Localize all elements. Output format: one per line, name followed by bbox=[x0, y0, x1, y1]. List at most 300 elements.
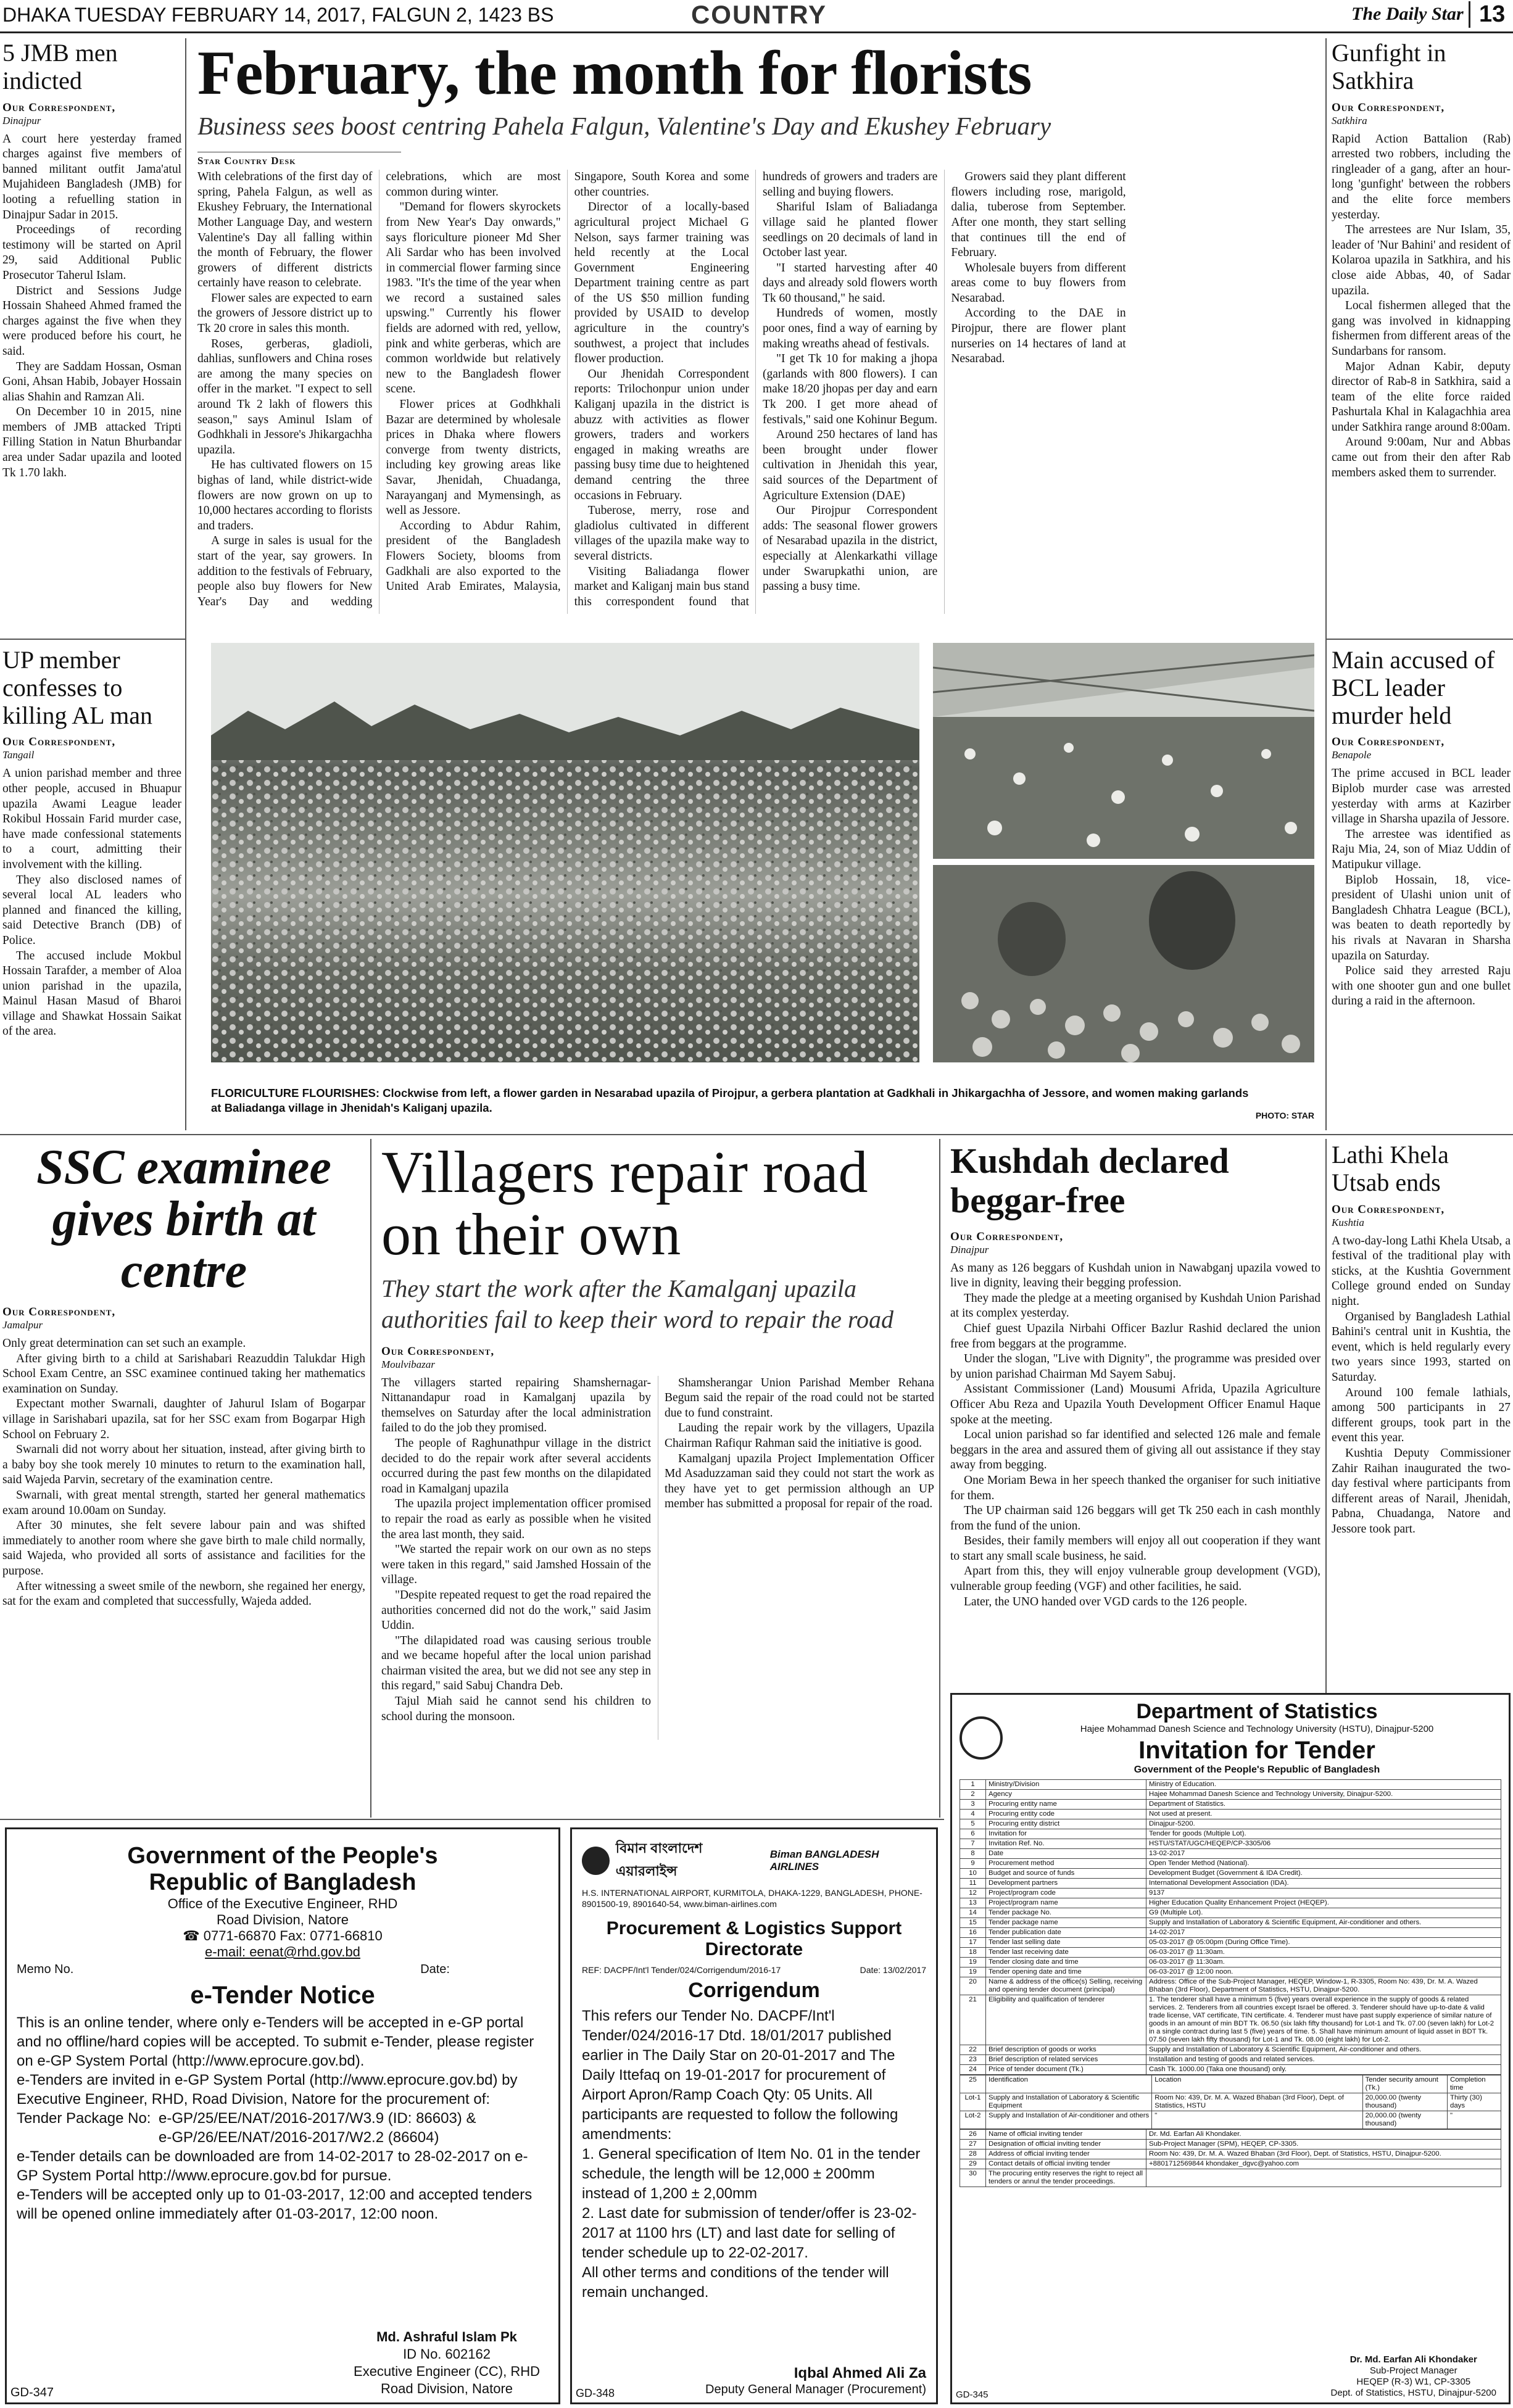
section-rule bbox=[0, 639, 185, 640]
ref-number: REF: DACPF/Int'l Tender/024/Corrigendum/2016-17 bbox=[582, 1965, 781, 1975]
table-cell: Cash Tk. 1000.00 (Taka one thousand) only. bbox=[1146, 2065, 1501, 2075]
paragraph: The upazila project implementation officer promised to repair the road as early as possible when he visited the area last month, they said. bbox=[381, 1497, 651, 1541]
ad-statistics-tender bbox=[950, 1693, 1511, 2404]
package-item: e-GP/26/EE/NAT/2016-2017/W2.2 (86604) bbox=[159, 2129, 439, 2146]
table-cell: Eligibility and qualification of tenderer bbox=[986, 1995, 1146, 2045]
table-cell: Ministry of Education. bbox=[1146, 1780, 1501, 1790]
paragraph: A union parishad member and three other people, accused in Bhuapur upazila Awami League leader Rokibul Hossain Farid murder case, have made confessional statements to a court, admitting their involvement with the killing. bbox=[2, 767, 181, 871]
photo-credit: PHOTO: STAR bbox=[1255, 1111, 1314, 1120]
article-road bbox=[381, 1141, 934, 1814]
table-row bbox=[960, 2169, 1501, 2187]
table-cell: 11 bbox=[960, 1879, 986, 1889]
article-bcl bbox=[1332, 647, 1511, 1131]
paragraph: After 30 minutes, she felt severe labour pain and was shifted immediately to another room where she gave birth to male child normally, said Wajeda, who provided all sorts of assistance and facilities for the purpose. bbox=[2, 1519, 365, 1578]
signatory-name: Md. Ashraful Islam Pk bbox=[376, 2329, 517, 2344]
table-cell: " bbox=[1152, 2111, 1362, 2129]
table-row bbox=[960, 1908, 1501, 1918]
ad-title: Procurement & Logistics Support bbox=[606, 1918, 902, 1938]
byline: Our Correspondent, bbox=[2, 1305, 116, 1318]
ad-paragraph: e-Tender details can be downloaded are from 14-02-2017 to 28-02-2017 on e-GP System Portal http://www.eprocure.gov.bd for pursue. bbox=[17, 2148, 528, 2184]
table-cell: Name & address of the office(s) Selling, receiving and opening tender document (principal) bbox=[986, 1977, 1146, 1995]
table-cell: Date bbox=[986, 1849, 1146, 1859]
table-cell: Procuring entity name bbox=[986, 1800, 1146, 1810]
ref-date: Date: 13/02/2017 bbox=[860, 1965, 926, 1975]
article-body bbox=[950, 1261, 1320, 1610]
table-row bbox=[960, 1967, 1501, 1977]
ad-body bbox=[17, 2013, 549, 2224]
byline: Star Country Desk bbox=[197, 152, 401, 167]
table-cell: G9 (Multiple Lot). bbox=[1146, 1908, 1501, 1918]
table-cell: 10 bbox=[960, 1869, 986, 1879]
table-cell: Address: Office of the Sub-Project Manager, HEQEP, Window-1, R-3305, Room No: 439, Dr. M. A. Wazed Bhaban (3rd Floor), Department of Statistics, HSTU, Dinajpur-5200. bbox=[1146, 1977, 1501, 1995]
table-row bbox=[960, 2075, 1501, 2093]
table-row bbox=[960, 1819, 1501, 1829]
table-cell: Supply and Installation of Air-conditioner and others bbox=[986, 2111, 1152, 2129]
ad-paragraph: e-Tenders will be accepted only up to 01-03-2017, 12:00 and accepted tenders will be opened online immediately after 01-03-2017, 12:00 noon. bbox=[17, 2187, 533, 2222]
signatory-name: Iqbal Ahmed Ali Za bbox=[794, 2365, 926, 2381]
ad-office: Office of the Executive Engineer, RHD bbox=[167, 1896, 398, 1911]
paragraph: One Moriam Bewa in her speech thanked the organiser for such initiative for them. bbox=[950, 1473, 1320, 1502]
table-cell: 19 bbox=[960, 1958, 986, 1967]
table-cell: 30 bbox=[960, 2169, 986, 2187]
table-row bbox=[960, 1800, 1501, 1810]
table-cell: Development partners bbox=[986, 1879, 1146, 1889]
table-cell: 9137 bbox=[1146, 1889, 1501, 1898]
table-row bbox=[960, 1938, 1501, 1948]
table-row bbox=[960, 1810, 1501, 1819]
paragraph: The villagers started repairing Shamshernagar-Nittanandapur road in Kamalganj upazila by themselves on Saturday after the local administration failed to do the job they promised. bbox=[381, 1376, 651, 1435]
dateline: Benapole bbox=[1332, 749, 1372, 761]
column-rule bbox=[939, 1139, 940, 1818]
table-cell: 21 bbox=[960, 1995, 986, 2045]
signatory-post: Deputy General Manager (Procurement) bbox=[705, 2383, 926, 2396]
logo-english: Biman BANGLADESH AIRLINES bbox=[769, 1848, 879, 1872]
paragraph: Assistant Commissioner (Land) Mousumi Afrida, Upazila Agriculture Officer Abu Reza and Upazila Youth Development Officer Enamul Haque spoke at the meeting. bbox=[950, 1383, 1320, 1426]
byline: Our Correspondent, bbox=[1332, 101, 1445, 114]
table-row bbox=[960, 1869, 1501, 1879]
dateline: Tangail bbox=[2, 749, 35, 761]
table-cell: Price of tender document (Tk.) bbox=[986, 2065, 1146, 2075]
ad-signature bbox=[354, 2328, 540, 2398]
paragraph: Around 250 hectares of land has been brought under flower cultivation in Jhenidah this year, said sources of the Department of Agriculture Extension (DAE) bbox=[762, 428, 938, 502]
dateline: Satkhira bbox=[1332, 114, 1367, 126]
table-row bbox=[960, 1849, 1501, 1859]
paragraph: Major Adnan Kabir, deputy director of Rab-8 in Satkhira, said a team of the elite force raided Pashurtala Khal in Kalagachhia area under Satkhira range around 8:00am. bbox=[1332, 360, 1511, 434]
table-row bbox=[960, 1780, 1501, 1790]
article-body bbox=[2, 132, 181, 481]
byline: Our Correspondent, bbox=[2, 101, 116, 114]
paragraph: Shariful Islam of Baliadanga village said he planted flower seedlings on 20 decimals of land in October last year. bbox=[762, 201, 938, 260]
table-cell: Location bbox=[1152, 2075, 1362, 2093]
table-cell: Department of Statistics. bbox=[1146, 1800, 1501, 1810]
paragraph: Director of a locally-based agricultural project Michael G Nelson, says farmer training was held recently at the Local Government Engineering Department training centre as part of the US $50 million funding provided by USAID to develop agriculture in the country's southwest, a project that includes flower production. bbox=[574, 201, 749, 366]
table-cell: Invitation for bbox=[986, 1829, 1146, 1839]
paragraph: Kushtia Deputy Commissioner Zahir Raihan inaugurated the two-day festival where participants from different areas of Narail, Jhenidah, Pabna, Chuadanga, Natore and Jessore took part. bbox=[1332, 1446, 1511, 1536]
paragraph: Swarnali, with great mental strength, started her general mathematics exam around 10.00am on Sunday. bbox=[2, 1488, 365, 1517]
table-cell: Supply and Installation of Laboratory & Scientific Equipment, Air-conditioner and others. bbox=[1146, 2045, 1501, 2055]
headline: Gunfight in Satkhira bbox=[1332, 39, 1446, 94]
table-cell: 8 bbox=[960, 1849, 986, 1859]
paragraph: Biplob Hossain, 18, vice-president of Ulashi union unit of Bangladesh Chhatra League (BCL), was beaten to death reportedly by his rivals at Navaran in Sharsha upazila on Saturday. bbox=[1332, 873, 1511, 962]
table-cell: Dinajpur-5200. bbox=[1146, 1819, 1501, 1829]
paragraph: Our Pirojpur Correspondent adds: The seasonal flower growers of Nesarabad upazila in the district, especially at Alenkarkathi village under Swarupkathi union, are passing a busy time. bbox=[762, 504, 938, 594]
paragraph: Flower prices at Godhkhali Bazar are determined by wholesale prices in Dhaka where flowers converge from twenty districts, including key growing areas like Savar, Jhenidah, Chuadanga, Narayanganj and Mymensingh, as well as Jessore. bbox=[386, 398, 561, 518]
table-cell: HSTU/STAT/UGC/HEQEP/CP-3305/06 bbox=[1146, 1839, 1501, 1849]
package-row bbox=[17, 2109, 549, 2147]
paragraph: The UP chairman said 126 beggars will get Tk 250 each in cash monthly from the fund of the union. bbox=[950, 1504, 1320, 1533]
paragraph: Kamalganj upazila Project Implementation Officer Md Asaduzzaman said they could not start the work as they have yet to get permission although an UP member has submitted a proposal for repair of the road. bbox=[665, 1452, 934, 1511]
table-cell: Procuring entity district bbox=[986, 1819, 1146, 1829]
tender-contact-table bbox=[960, 2129, 1501, 2187]
signatory-id: ID No. 602162 bbox=[403, 2346, 491, 2362]
section-rule bbox=[1327, 639, 1513, 640]
table-cell: Project/program code bbox=[986, 1889, 1146, 1898]
package-list bbox=[159, 2109, 476, 2147]
ad-paragraph: 1. General specification of Item No. 01 in the tender schedule, the length will be 12,000 ± 200mm instead of 1,200 ± 2,00mm bbox=[582, 2146, 921, 2202]
table-cell: Installation and testing of goods and related services. bbox=[1146, 2055, 1501, 2065]
table-row bbox=[960, 1958, 1501, 1967]
table-cell: Tender last selling date bbox=[986, 1938, 1146, 1948]
paragraph: As many as 126 beggars of Kushdah union in Nawabganj upazila vowed to live in dignity, leaving their begging profession. bbox=[950, 1261, 1320, 1290]
paragraph: "I started harvesting after 40 days and already sold flowers worth Tk 60 thousand," he said. bbox=[762, 261, 938, 305]
article-body bbox=[2, 1336, 365, 1610]
table-cell: International Development Association (IDA). bbox=[1146, 1879, 1501, 1889]
ref-row bbox=[582, 1965, 926, 1975]
paragraph: They made the pledge at a meeting organised by Kushdah Union Parishad at its complex yesterday. bbox=[950, 1291, 1320, 1320]
table-row bbox=[960, 2093, 1501, 2111]
headline: February, the month for florists bbox=[197, 38, 1032, 108]
notice-title: e-Tender Notice bbox=[190, 1982, 375, 2009]
table-cell: 13 bbox=[960, 1898, 986, 1908]
paragraph: Tuberose, merry, rose and gladiolus cultivated in different villages of the upazila make way to several districts. bbox=[574, 504, 749, 563]
masthead bbox=[0, 0, 1513, 33]
table-cell: Agency bbox=[986, 1790, 1146, 1800]
table-row bbox=[960, 1948, 1501, 1958]
article-up-member bbox=[2, 647, 181, 1131]
table-row bbox=[960, 2140, 1501, 2149]
table-row bbox=[960, 1898, 1501, 1908]
table-cell: 20,000.00 (twenty thousand) bbox=[1362, 2111, 1447, 2129]
university-name: Hajee Mohammad Danesh Science and Technology University (HSTU), Dinajpur-5200 bbox=[1080, 1724, 1434, 1734]
column-rule bbox=[1325, 1139, 1327, 1694]
table-cell: 5 bbox=[960, 1819, 986, 1829]
paragraph: District and Sessions Judge Hossain Shaheed Ahmed framed the charges against the five when they were produced before his court, he said. bbox=[2, 284, 181, 358]
stat-header bbox=[960, 1700, 1501, 1776]
table-cell: Dr. Md. Earfan Ali Khondaker. bbox=[1146, 2130, 1501, 2140]
headline: 5 JMB men indicted bbox=[2, 39, 118, 94]
ad-title: Department of Statistics bbox=[1136, 1700, 1378, 1723]
table-cell: 16 bbox=[960, 1928, 986, 1938]
byline: Our Correspondent, bbox=[2, 735, 116, 749]
table-cell: 26 bbox=[960, 2130, 986, 2140]
table-cell bbox=[1146, 2169, 1501, 2187]
table-cell: 14-02-2017 bbox=[1146, 1928, 1501, 1938]
table-cell: Name of official inviting tender bbox=[986, 2130, 1146, 2140]
dateline: Kushtia bbox=[1332, 1216, 1364, 1228]
masthead-date: DHAKA TUESDAY FEBRUARY 14, 2017, FALGUN 2, 1423 BS bbox=[2, 4, 554, 26]
table-cell: The procuring entity reserves the right to reject all tenders or annul the tender proceedings. bbox=[986, 2169, 1146, 2187]
paragraph: Organised by Bangladesh Lathial Bahini's central unit in Kushtia, the event, which is held regularly every two years since 1993, started on Saturday. bbox=[1332, 1310, 1511, 1384]
paragraph: "Despite repeated request to get the road repaired the authorities concerned did not do the work," said Jasim Uddin. bbox=[381, 1588, 651, 1632]
table-cell: Tender closing date and time bbox=[986, 1958, 1146, 1967]
page-number: 13 bbox=[1469, 1, 1505, 28]
table-row bbox=[960, 1918, 1501, 1928]
table-cell: Tender publication date bbox=[986, 1928, 1146, 1938]
paragraph: The people of Raghunathpur village in the district decided to do the repair work after several accidents occurred during the past few months on the dilapidated road in Kamalganj upazila bbox=[381, 1436, 651, 1496]
ad-title: Republic of Bangladesh bbox=[149, 1869, 417, 1895]
paragraph: Hundreds of women, mostly poor ones, find a way of earning by making wreaths ahead of festivals. bbox=[762, 307, 938, 350]
ad-body bbox=[582, 2006, 926, 2302]
table-cell: Tender package No. bbox=[986, 1908, 1146, 1918]
table-cell: 15 bbox=[960, 1918, 986, 1928]
ad-paragraph: e-Tenders are invited in e-GP System Portal (http://www.eprocure.gov.bd) by Executive Engineer, RHD, Road Division, Natore for the procurement of: bbox=[17, 2072, 518, 2108]
biman-logo bbox=[582, 1838, 926, 1884]
signatory-project: HEQEP (R-3) W1, CP-3305 bbox=[1356, 2377, 1471, 2387]
paragraph: Expectant mother Swarnali, daughter of Jahurul Islam of Bogarpar village in Sarishabari upazila, sat for her SSC exam from Bogarpar High School on February 2. bbox=[2, 1397, 365, 1441]
table-cell: " bbox=[1448, 2111, 1501, 2129]
caption-text: FLORICULTURE FLOURISHES: Clockwise from left, a flower garden in Nesarabad upazila of Pirojpur, a gerbera plantation at Gadkhali in Jhikargachha of Jessore, and women making garlands at Baliadanga village in Jhenidah's Kaliganj upazila. bbox=[211, 1086, 1249, 1114]
ad-paragraph: This refers our Tender No. DACPF/Int'l Tender/024/2016-17 Dtd. 18/01/2017 published earlier in The Daily Star on 20-01-2017 and The Daily Ittefaq on 19-01-2017 for procurement of Airport Apron/Ramp Coach Qty: 05 Units. All participants are requested to follow the following amendments: bbox=[582, 2008, 898, 2143]
section-rule bbox=[0, 1134, 1513, 1135]
article-jmb bbox=[2, 39, 181, 635]
section-name: COUNTRY bbox=[690, 0, 827, 29]
column-rule bbox=[185, 38, 186, 1130]
table-row bbox=[960, 1995, 1501, 2045]
paragraph: The arrestees are Nur Islam, 35, leader of 'Nur Bahini' and resident of Kolaroa upazila in Satkhira, and his close aide Abbas, 40, of Sadar upazila. bbox=[1332, 223, 1511, 297]
table-cell: 06-03-2017 @ 11:30am. bbox=[1146, 1958, 1501, 1967]
photo-gerbera-plantation bbox=[933, 643, 1314, 859]
table-cell: Tender security amount (Tk.) bbox=[1362, 2075, 1447, 2093]
table-cell: Room No: 439, Dr. M. A. Wazed Bhaban (3rd Floor), Dept. of Statistics, HSTU, Dinajpur-5200. bbox=[1146, 2149, 1501, 2159]
table-cell: 17 bbox=[960, 1938, 986, 1948]
table-cell: Lot-1 bbox=[960, 2093, 986, 2111]
table-row bbox=[960, 1839, 1501, 1849]
table-row bbox=[960, 1829, 1501, 1839]
paragraph: "The dilapidated road was causing serious trouble and we became hopeful after the local union parishad chairman visited the area, but we did not see any step in this regard," said Sabuj Chandra Deb. bbox=[381, 1634, 651, 1693]
paragraph: According to Abdur Rahim, president of the Bangladesh Flowers Society, blooms from Gadkhali are also exported to the United Arab Emirates, Malaysia, Singapore, South Korea and some other countries. bbox=[386, 170, 749, 594]
table-cell: Designation of official inviting tender bbox=[986, 2140, 1146, 2149]
table-cell: Thirty (30) days bbox=[1448, 2093, 1501, 2111]
table-cell: Tender package name bbox=[986, 1918, 1146, 1928]
headline: Villagers repair road on their own bbox=[381, 1141, 868, 1267]
table-row bbox=[960, 2045, 1501, 2055]
ad-paragraph: All other terms and conditions of the tender will remain unchanged. bbox=[582, 2264, 889, 2301]
table-cell: 4 bbox=[960, 1810, 986, 1819]
paragraph: Shamsherangar Union Parishad Member Rehana Begum said the repair of the road could not be started due to fund constraint. bbox=[665, 1376, 934, 1420]
table-row bbox=[960, 1790, 1501, 1800]
table-cell: Identification bbox=[986, 2075, 1152, 2093]
paragraph: "We started the repair work on our own as no steps were taken in this regard," said Jamshed Hossain of the village. bbox=[381, 1543, 651, 1587]
table-cell: Invitation Ref. No. bbox=[986, 1839, 1146, 1849]
paragraph: Local union parishad so far identified and selected 126 male and female beggars in the area and assured them of giving all out assistance if they stay away from begging. bbox=[950, 1428, 1320, 1472]
subhead: They start the work after the Kamalganj upazila authorities fail to keep their word to repair the road bbox=[381, 1274, 893, 1333]
ad-paragraph: 2. Last date for submission of tender/offer is 23-02-2017 at 1100 hrs (LT) and last date for selling of tender schedule up to 22-02-2017. bbox=[582, 2205, 917, 2261]
memo-label: Memo No. bbox=[17, 1963, 74, 1976]
table-cell: Procurement method bbox=[986, 1859, 1146, 1869]
table-cell: 06-03-2017 @ 12:00 noon. bbox=[1146, 1967, 1501, 1977]
paragraph: Swarnali did not worry about her situation, instead, after giving birth to a baby boy she took merely 10 minutes to return to the examination hall, said Wajeda Parvin, secretary of the examination centre. bbox=[2, 1443, 365, 1487]
paragraph: Our Jhenidah Correspondent reports: Trilochonpur union under Kaliganj upazila in the district is abuzz with activities as flower growers, traders and workers engaged in making wreaths are passing busy time due to heightened demand centring the three occasions in February. bbox=[574, 367, 749, 502]
photo-caption bbox=[211, 1086, 1260, 1120]
paragraph: Lauding the repair work by the villagers, Upazila Chairman Rafiqur Rahman said the initiative is good. bbox=[665, 1421, 934, 1450]
article-body bbox=[381, 1376, 934, 1740]
paragraph: Wholesale buyers from different areas come to buy flowers from Nesarabad. bbox=[951, 261, 1126, 305]
byline: Our Correspondent, bbox=[1332, 735, 1445, 749]
table-cell: 14 bbox=[960, 1908, 986, 1918]
table-cell: 13-02-2017 bbox=[1146, 1849, 1501, 1859]
article-body bbox=[197, 170, 1314, 614]
table-row bbox=[960, 1977, 1501, 1995]
table-cell: 06-03-2017 @ 11:30am. bbox=[1146, 1948, 1501, 1958]
paragraph: They also disclosed names of several local AL leaders who planned and financed the killing, said Detective Branch (DB) of Police. bbox=[2, 873, 181, 947]
gd-number: GD-347 bbox=[10, 2386, 54, 2399]
paragraph: Apart from this, they will enjoy vulnerable group development (VGD), vulnerable group feeding (VGF) and other facilities, he said. bbox=[950, 1565, 1320, 1594]
table-cell: Hajee Mohammad Danesh Science and Technology University, Dinajpur-5200. bbox=[1146, 1790, 1501, 1800]
paragraph: Chief guest Upazila Nirbahi Officer Bazlur Rashid declared the union free from beggars at the programme. bbox=[950, 1322, 1320, 1351]
article-body bbox=[1332, 132, 1511, 481]
table-cell: Development Budget (Government & IDA Credit). bbox=[1146, 1869, 1501, 1879]
paragraph: After giving birth to a child at Sarishabari Reazuddin Talukdar High School Exam Centre, an SSC examinee continued taking her mathematics examination on Sunday. bbox=[2, 1352, 365, 1396]
package-label: Tender Package No: bbox=[17, 2110, 151, 2127]
ad-phone: ☎ 0771-66870 Fax: 0771-66810 bbox=[183, 1928, 383, 1943]
table-cell: Supply and Installation of Laboratory & Scientific Equipment bbox=[986, 2093, 1152, 2111]
paragraph: Rapid Action Battalion (Rab) arrested two robbers, including the ringleader of a gang, after an hour-long 'gunfight' between the robbers and the elite force members yesterday. bbox=[1332, 132, 1511, 221]
paragraph: Around 9:00am, Nur and Abbas came out from their den after Rab members asked them to surrender. bbox=[1332, 436, 1511, 479]
article-ssc bbox=[2, 1141, 365, 1814]
paragraph: He has cultivated flowers on 15 bighas of land, while district-wide flowers are now grown on up to 10,000 hectares according to florists and traders. bbox=[197, 458, 373, 532]
table-cell: Supply and Installation of Laboratory & Scientific Equipment, Air-conditioner and others. bbox=[1146, 1918, 1501, 1928]
paragraph: A court here yesterday framed charges against five members of banned militant outfit Jama'atul Mujahideen Bangladesh (JMB) for looting a refuelling station in Dinajpur Sadar in 2015. bbox=[2, 132, 181, 221]
biman-address: H.S. INTERNATIONAL AIRPORT, KURMITOLA, DHAKA-1229, BANGLADESH, PHONE-8901500-19, 8901640-54, www.biman-airlines.com bbox=[582, 1888, 922, 1909]
paragraph: A surge in sales is usual for the start of the year, say growers. In addition to the festivals of February, people also buy flowers for New Year's Day and wedding celebrations, which are most common during winter. bbox=[197, 170, 561, 608]
article-lathi-khela bbox=[1332, 1141, 1511, 1684]
paragraph: Flower sales are expected to earn the growers of Jessore district up to Tk 20 crore in sales this month. bbox=[197, 291, 373, 336]
university-seal-icon bbox=[960, 1716, 1003, 1760]
table-cell: Procuring entity code bbox=[986, 1810, 1146, 1819]
table-cell: Brief description of related services bbox=[986, 2055, 1146, 2065]
paragraph: Proceedings of recording testimony will be started on April 29, said Additional Public Prosecutor Taherul Islam. bbox=[2, 223, 181, 282]
article-gunfight bbox=[1332, 39, 1511, 635]
paragraph: Only great determination can set such an example. bbox=[2, 1337, 246, 1350]
table-cell: Address of official inviting tender bbox=[986, 2149, 1146, 2159]
dateline: Jamalpur bbox=[2, 1319, 43, 1331]
table-cell: 12 bbox=[960, 1889, 986, 1898]
headline: Main accused of BCL leader murder held bbox=[1332, 647, 1495, 729]
paragraph: Visiting Baliadanga flower market and Kaliganj main bus stand this correspondent found that hundreds of growers and traders are selling and buying flowers. bbox=[574, 170, 938, 608]
byline: Our Correspondent, bbox=[1332, 1202, 1445, 1216]
invitation-title: Invitation for Tender bbox=[1138, 1737, 1375, 1764]
paragraph: The accused include Mokbul Hossain Tarafder, a member of Aloa union parishad in the upazila, Mainul Hasan Masud of Bharoi village and Shawkat Hossain Saikat of the area. bbox=[2, 949, 181, 1038]
table-row bbox=[960, 2130, 1501, 2140]
dateline: Moulvibazar bbox=[381, 1358, 435, 1370]
table-cell: 7 bbox=[960, 1839, 986, 1849]
paragraph: Later, the UNO handed over VGD cards to the 126 people. bbox=[964, 1595, 1248, 1608]
dateline: Dinajpur bbox=[2, 114, 41, 126]
table-row bbox=[960, 1889, 1501, 1898]
government-name: Government of the People's Republic of Bangladesh bbox=[1134, 1765, 1380, 1775]
photo-garland-makers bbox=[933, 865, 1314, 1062]
table-row bbox=[960, 2055, 1501, 2065]
date-label: Date: bbox=[420, 1963, 450, 1976]
ad-division: Road Division, Natore bbox=[217, 1912, 349, 1927]
ad-title: Directorate bbox=[705, 1939, 803, 1959]
signatory-post: Executive Engineer (CC), RHD bbox=[354, 2364, 540, 2379]
biman-bird-icon bbox=[582, 1847, 610, 1875]
table-cell: Open Tender Method (National). bbox=[1146, 1859, 1501, 1869]
table-cell: 24 bbox=[960, 2065, 986, 2075]
headline: UP member confesses to killing AL man bbox=[2, 647, 152, 729]
headline: Kushdah declared beggar-free bbox=[950, 1141, 1229, 1220]
table-cell: Sub-Project Manager (SPM), HEQEP, CP-3305. bbox=[1146, 2140, 1501, 2149]
table-cell: 1. The tenderer shall have a minimum 5 (five) years overall experience in the supply of goods & related services. 2. Tenderers from all countries except Israel be offered. 3. Tenderer should have up-to-date & valid trade license, VAT certificate, TIN certificate. 4. Tenderer must have past supply experience of similar nature of goods in an amount of min BDT Tk. 06.50 (six lakh fifty thousand) for Lot-1 and Tk. 07.00 (seven lakh) for Lot-2 in a single contract during last 5 (five) years of time. 5. Shall have minimum amount of liquid asset in BDT Tk. 07.50 (seven lakh fifty thousand) for Lot-1 and Tk. 08.00 (eight lakh) for Lot-2. bbox=[1146, 1995, 1501, 2045]
table-cell: Tender last receiving date bbox=[986, 1948, 1146, 1958]
table-cell: 23 bbox=[960, 2055, 986, 2065]
signatory-office: Road Division, Natore bbox=[381, 2381, 513, 2396]
lot-table bbox=[960, 2075, 1501, 2129]
paragraph: They are Saddam Hossan, Osman Goni, Ahsan Habib, Jobayer Hossain alias Shahin and Ramzan Ali. bbox=[2, 360, 181, 403]
table-cell: Room No: 439, Dr. M. A. Wazed Bhaban (3rd Floor), Dept. of Statistics, HSTU bbox=[1152, 2093, 1362, 2111]
table-row bbox=[960, 2111, 1501, 2129]
table-row bbox=[960, 1859, 1501, 1869]
table-cell: Ministry/Division bbox=[986, 1780, 1146, 1790]
table-cell: 20 bbox=[960, 1977, 986, 1995]
memo-row bbox=[17, 1963, 549, 1977]
signatory-post: Sub-Project Manager bbox=[1369, 2365, 1457, 2376]
section-rule bbox=[0, 1819, 944, 1820]
table-cell: +8801712569844 khondaker_dgvc@yahoo.com bbox=[1146, 2159, 1501, 2169]
table-cell: 29 bbox=[960, 2159, 986, 2169]
gd-number: GD-345 bbox=[956, 2389, 989, 2400]
table-cell: Higher Education Quality Enhancement Project (HEQEP). bbox=[1146, 1898, 1501, 1908]
ad-title: Government of the People's bbox=[127, 1843, 438, 1869]
ad-signature bbox=[1331, 2354, 1496, 2399]
table-cell: Project/program name bbox=[986, 1898, 1146, 1908]
table-row bbox=[960, 2149, 1501, 2159]
table-cell: Budget and source of funds bbox=[986, 1869, 1146, 1879]
table-row bbox=[960, 1879, 1501, 1889]
ad-paragraph: This is an online tender, where only e-Tenders will be accepted in e-GP portal and no offline/hard copies will be accepted. To submit e-Tender, please register on e-GP System Portal (http://www.eprocure.gov.bd). bbox=[17, 2014, 534, 2069]
table-cell: 25 bbox=[960, 2075, 986, 2093]
table-cell: 2 bbox=[960, 1790, 986, 1800]
table-cell: 19 bbox=[960, 1967, 986, 1977]
table-cell: Lot-2 bbox=[960, 2111, 986, 2129]
paragraph: Roses, gerberas, gladioli, dahlias, sunflowers and China roses are among the many species on offer in the market. "I expect to sell around Tk 2 lakh of flowers this season," says Aminul Islam of Godhkhali in Jessore's Jhikargachha upazila. bbox=[197, 337, 373, 457]
signatory-name: Dr. Md. Earfan Ali Khondaker bbox=[1349, 2354, 1477, 2365]
corrigendum-title: Corrigendum bbox=[688, 1979, 820, 2002]
table-cell: Completion time bbox=[1448, 2075, 1501, 2093]
paragraph: The arrestee was identified as Raju Mia, 24, son of Miaz Uddin of Matipukur village. bbox=[1332, 827, 1511, 871]
table-row bbox=[960, 2159, 1501, 2169]
table-cell: Not used at present. bbox=[1146, 1810, 1501, 1819]
paragraph: "I get Tk 10 for making a jhopa (garlands with 800 flowers). I can make 18/20 jhopas per day and earn Tk 200. I get more ahead of festivals," said one Kohinur Begum. bbox=[762, 352, 938, 426]
headline: SSC examinee gives birth at centre bbox=[36, 1141, 331, 1298]
gd-number: GD-348 bbox=[576, 2387, 615, 2399]
table-cell: Tender opening date and time bbox=[986, 1967, 1146, 1977]
table-cell: Contact details of official inviting tender bbox=[986, 2159, 1146, 2169]
paragraph: Police said they arrested Raju with one shooter gun and one bullet during a raid in the afternoon. bbox=[1332, 964, 1511, 1008]
table-cell: 27 bbox=[960, 2140, 986, 2149]
headline: Lathi Khela Utsab ends bbox=[1332, 1141, 1449, 1196]
paragraph: Tajul Miah said he cannot send his children to school during the monsoon. bbox=[381, 1695, 651, 1723]
table-cell: 28 bbox=[960, 2149, 986, 2159]
stat-titles bbox=[1013, 1700, 1501, 1776]
paragraph: A two-day-long Lathi Khela Utsab, a festival of the traditional play with sticks, at the Kushtia Government College ground ended on Sunday night. bbox=[1332, 1234, 1511, 1308]
dateline: Dinajpur bbox=[950, 1243, 989, 1256]
table-cell: 9 bbox=[960, 1859, 986, 1869]
logo-bangla: বিমান বাংলাদেশ এয়ারলাইন্স bbox=[615, 1840, 703, 1879]
paragraph: Around 100 female lathials, among 500 participants in 27 different groups, took part in the event this year. bbox=[1332, 1386, 1511, 1445]
table-cell: 20,000.00 (twenty thousand) bbox=[1362, 2093, 1447, 2111]
